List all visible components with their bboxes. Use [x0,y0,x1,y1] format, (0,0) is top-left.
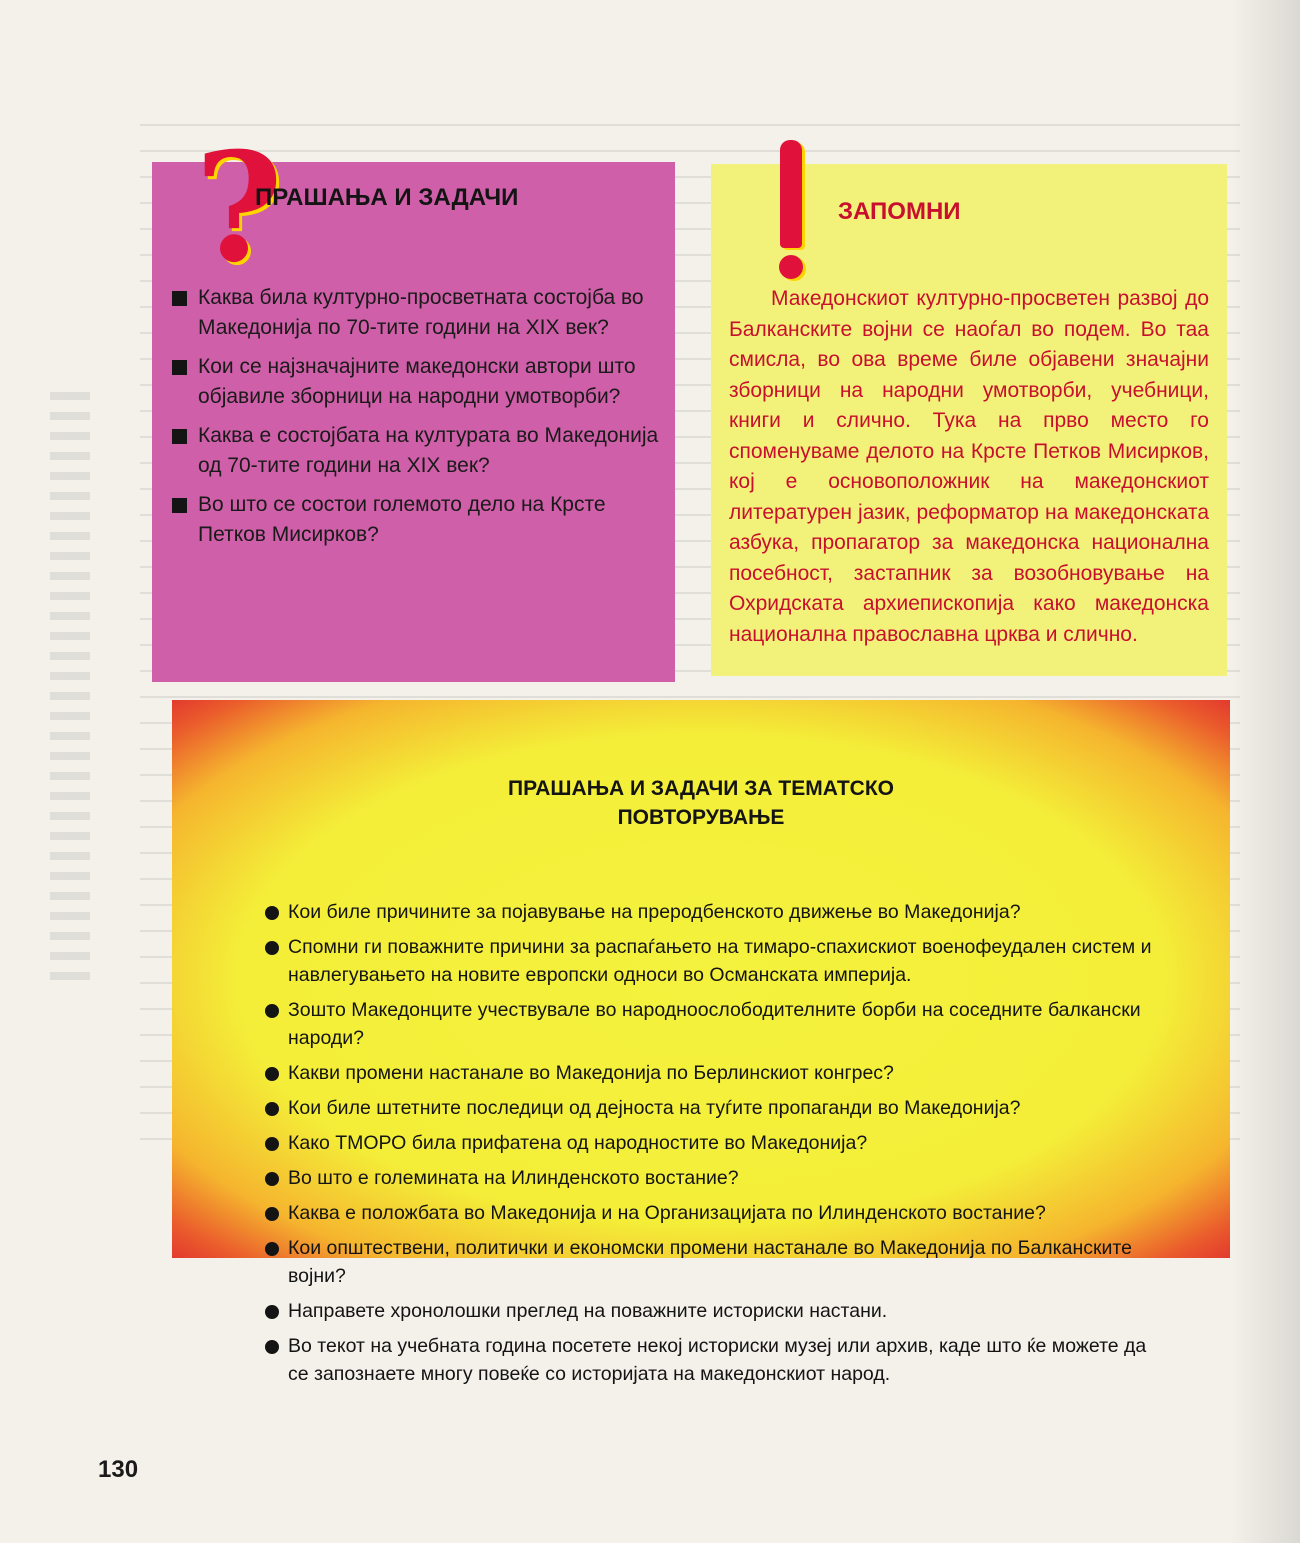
round-bullet-icon [265,1207,279,1221]
question-text: Каква е состојбата на културата во Македонија од 70-тите години на XIX век? [198,424,659,477]
question-text: Во што се состои големото дело на Крсте Петков Мисирков? [198,493,606,546]
round-bullet-icon [265,1242,279,1256]
round-bullet-icon [265,941,279,955]
review-item-text: Спомни ги поважните причини за распаѓањето на тимаро-спахискиот военофеудален систем и навлегувањето на новите европски односи во Османската империја. [288,936,1152,986]
list-item [265,1094,1165,1122]
round-bullet-icon [265,1305,279,1319]
question-mark-icon: ? [195,120,283,296]
remember-title: ЗАПОМНИ [838,198,961,225]
list-item [172,490,662,550]
review-item-text: Кои општествени, политички и економски промени настанале во Македонија по Балканските војни? [288,1237,1132,1287]
review-title-line2: ПОВТОРУВАЊЕ [617,806,785,829]
review-item-text: Кои биле причините за појавување на преродбенското движење во Македонија? [288,901,1021,923]
list-item [265,996,1165,1052]
review-item-text: Какви промени настанале во Македонија по Берлинскиот конгрес? [288,1062,894,1084]
round-bullet-icon [265,1340,279,1354]
page-number: 130 [98,1456,139,1483]
square-bullet-icon [172,291,187,306]
list-item [265,1199,1165,1227]
review-item-text: Кои биле штетните последици од дејноста на туѓите пропаганди во Македонија? [288,1097,1021,1119]
review-item-text: Направете хронолошки преглед на поважните историски настани. [288,1300,888,1322]
square-bullet-icon [172,429,187,444]
list-item [172,283,662,343]
round-bullet-icon [265,1067,279,1081]
review-title [172,774,1230,832]
round-bullet-icon [265,1137,279,1151]
side-bleed-through [50,380,90,980]
round-bullet-icon [265,906,279,920]
list-item [172,421,662,481]
review-item-text: Како ТМОРО била прифатена од народностите во Македонија? [288,1132,868,1154]
square-bullet-icon [172,360,187,375]
exclamation-mark-icon [780,140,802,248]
round-bullet-icon [265,1004,279,1018]
page-shadow [1230,0,1300,1543]
round-bullet-icon [265,1172,279,1186]
list-item [265,1297,1165,1325]
list-item [265,1332,1165,1388]
square-bullet-icon [172,498,187,513]
review-title-line1: ПРАШАЊА И ЗАДАЧИ ЗА ТЕМАТСКО [508,777,894,800]
questions-list [172,283,662,559]
list-item [172,352,662,412]
question-text: Каква била културно-просветната состојба во Македонија по 70-тите години на XIX век? [198,286,644,339]
questions-title: ПРАШАЊА И ЗАДАЧИ [255,184,519,211]
review-item-text: Каква е положбата во Македонија и на Организацијата по Илинденското востание? [288,1202,1046,1224]
review-item-text: Зошто Македонците учествувале во народноослободителните борби на соседните балкански народи? [288,999,1141,1049]
list-item [265,1164,1165,1192]
list-item [265,933,1165,989]
list-item [265,1059,1165,1087]
review-item-text: Во текот на учебната година посетете некој историски музеј или архив, каде што ќе можете да се запознаете многу повеќе со историјата на македонскиот народ. [288,1335,1147,1385]
list-item [265,1234,1165,1290]
list-item [265,898,1165,926]
review-item-text: Во што е големината на Илинденското востание? [288,1167,739,1189]
round-bullet-icon [265,1102,279,1116]
exclamation-dot-icon [779,255,803,279]
list-item [265,1129,1165,1157]
remember-text: Македонскиот културно-просветен развој до Балканските војни се наоѓал во подем. Во таа смисла, во ова време биле објавени значајни зборници на народни умотворби, учебници, книги и слично. Тука на прво место го споменуваме делото на Крсте Петков Мисирков, кој е основоположник на македонскиот литературен јазик, реформатор на македонската азбука, пропагатор за македонска национална посебност, застапник за возобновување на Охридската архиепископија како македонска национална православна црква и слично. [729,287,1209,646]
review-list [265,898,1165,1395]
question-text: Кои се најзначајните македонски автори што објавиле зборници на народни умотворби? [198,355,636,408]
